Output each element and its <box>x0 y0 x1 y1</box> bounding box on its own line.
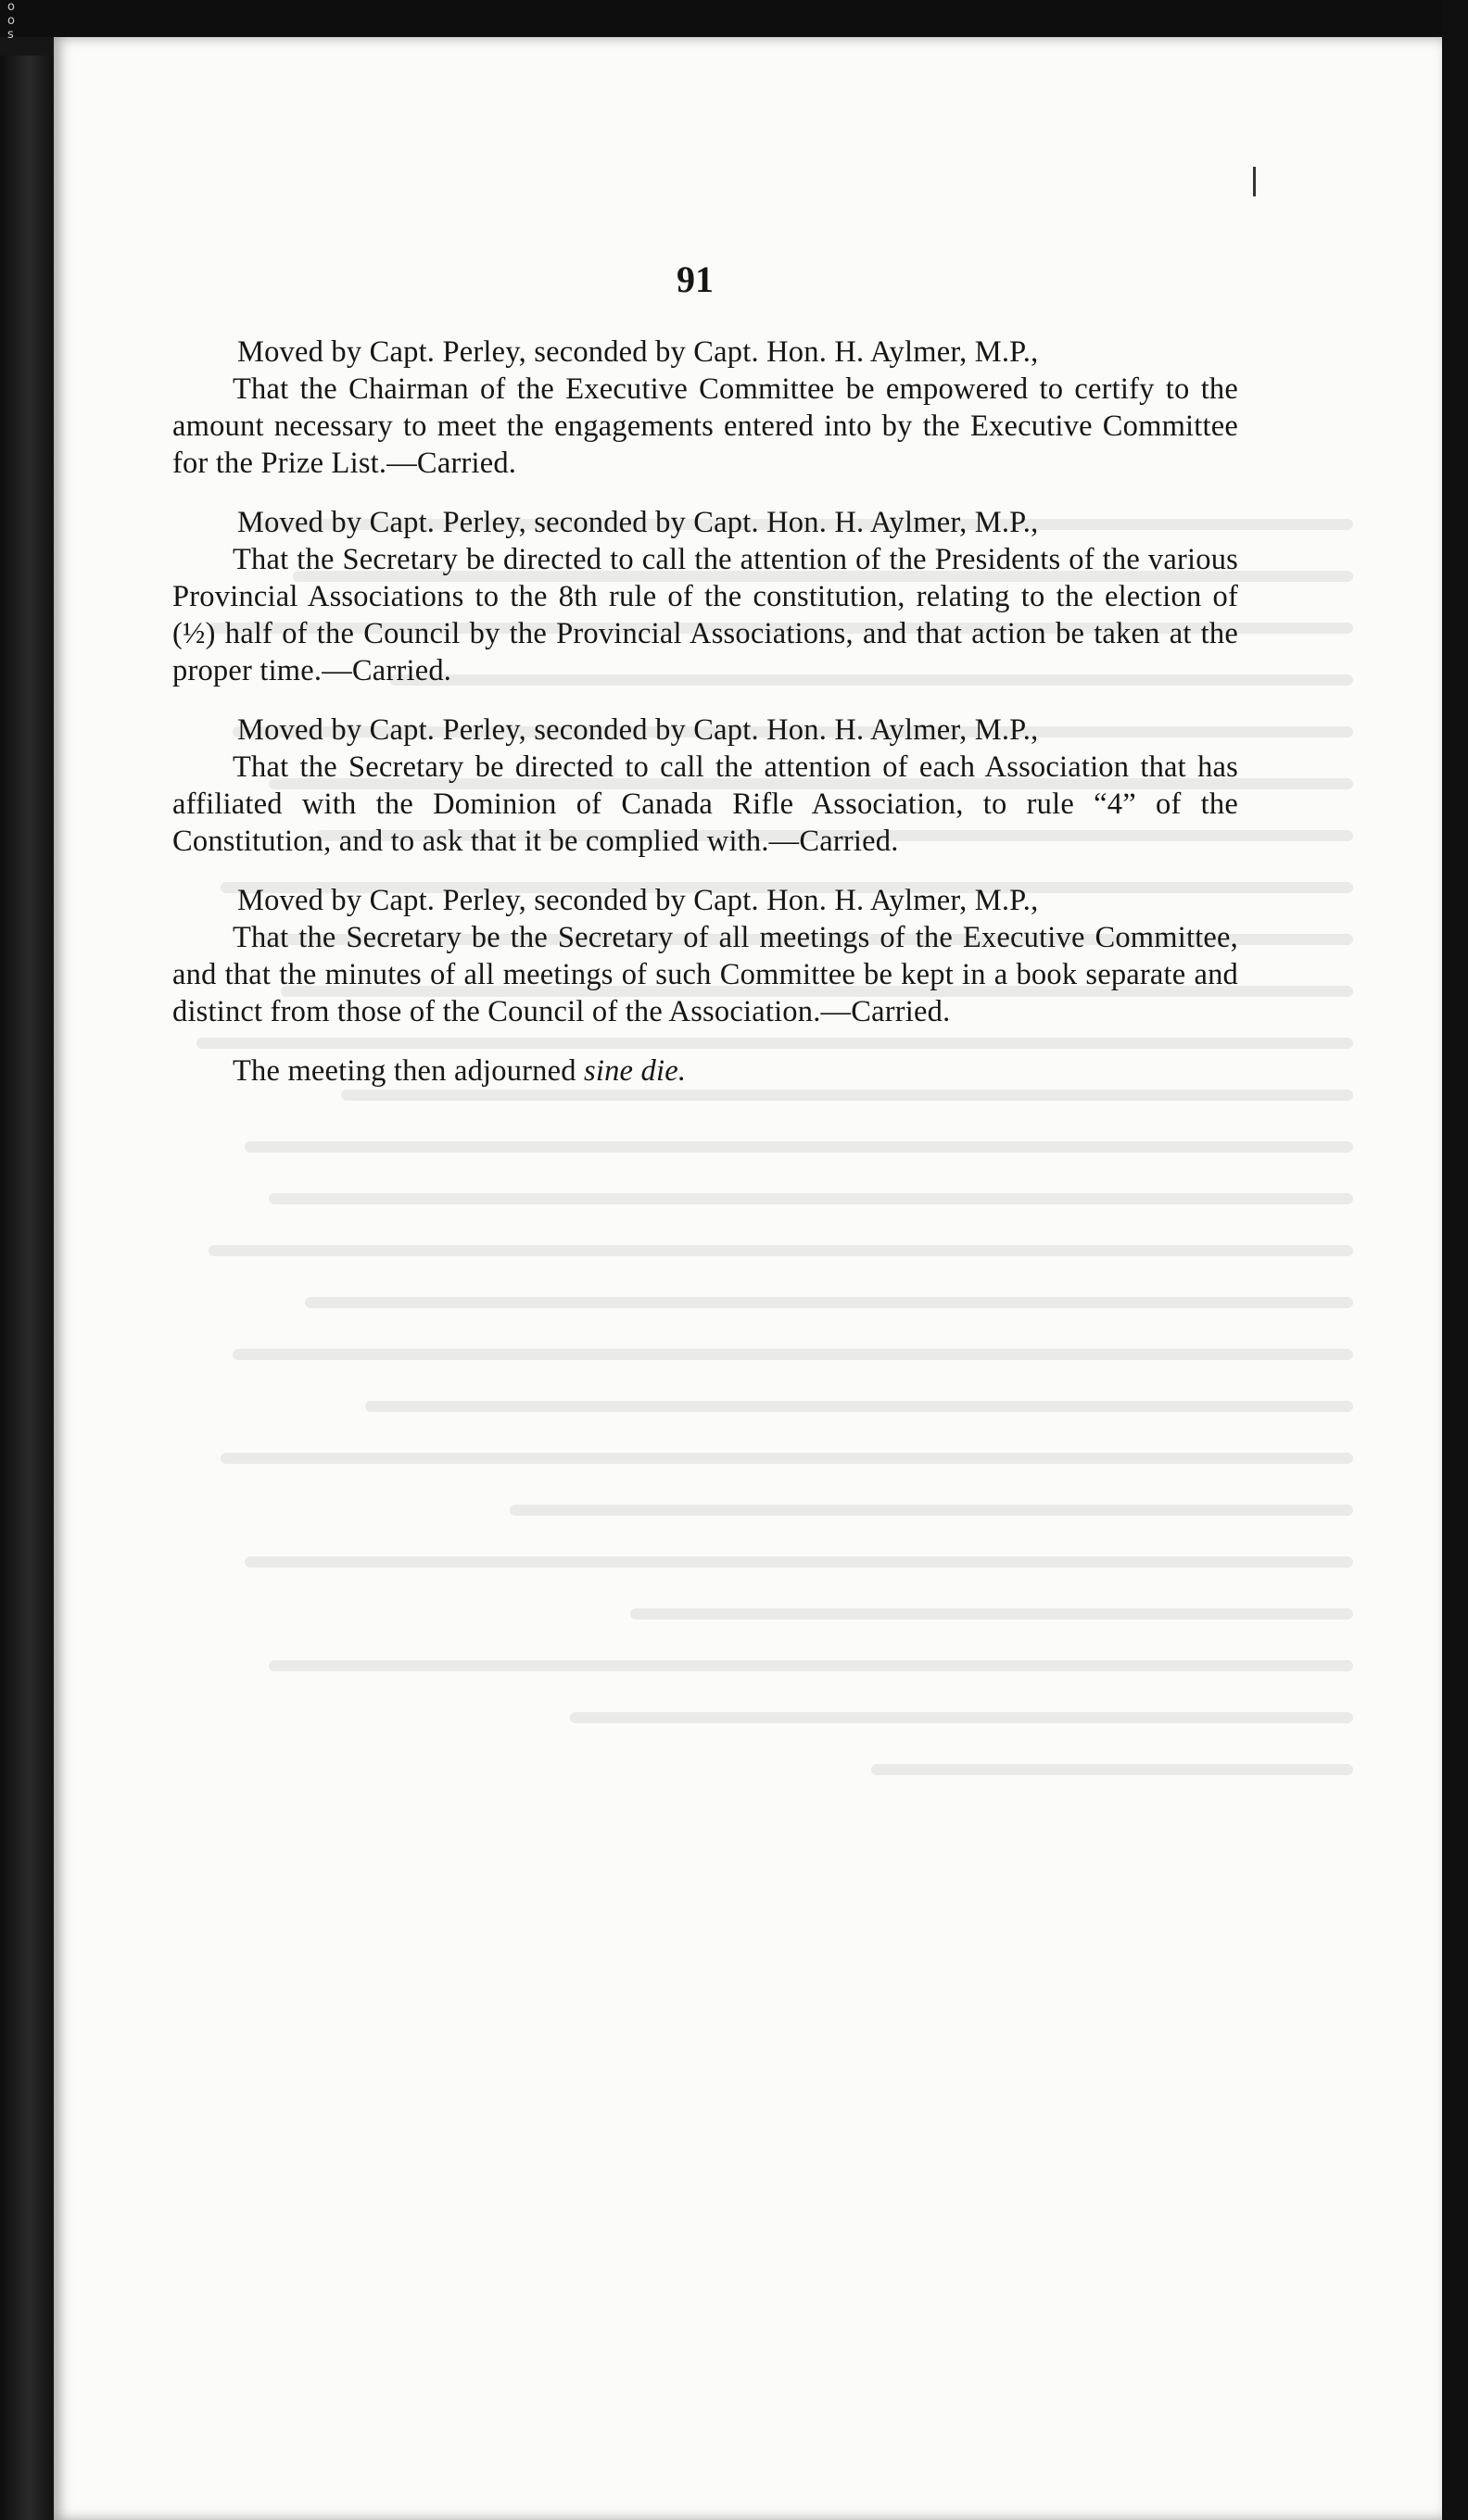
motion-block <box>172 334 1238 482</box>
motion-resolution: That the Secretary be the Secretary of all meetings of the Executive Committee, and that the minutes of all meetings of such Committee be kept in a book separate and distinct from those of the Council of the Association.—Carried. <box>172 921 1238 1028</box>
motion-mover: Moved by Capt. Perley, seconded by Capt. Hon. H. Aylmer, M.P., <box>237 335 1039 369</box>
motion-block <box>172 882 1238 1030</box>
margin-mark: s <box>7 28 14 42</box>
margin-mark: o <box>7 0 15 14</box>
motion-mover: Moved by Capt. Perley, seconded by Capt. Hon. H. Aylmer, M.P., <box>237 884 1039 917</box>
motion-block <box>172 504 1238 689</box>
minutes-text <box>172 250 1238 1090</box>
adjournment-text: The meeting then adjourned <box>233 1054 585 1088</box>
motion-resolution: That the Secretary be directed to call the attention of the Presidents of the various Provincial Associations to the 8th rule of the constitution, relating to the election of (½) half of the Council by the Provincial Associations, and that action be taken at the proper time.—Carried. <box>172 543 1238 687</box>
motion-resolution: That the Chairman of the Executive Committee be empowered to certify to the amount necessary to meet the engagements entered into by the Executive Committee for the Prize List.—Carried. <box>172 372 1238 480</box>
right-scan-border <box>1442 0 1468 2520</box>
motion-mover: Moved by Capt. Perley, seconded by Capt. Hon. H. Aylmer, M.P., <box>237 713 1039 747</box>
motion-block <box>172 712 1238 860</box>
margin-marks <box>7 0 15 42</box>
adjournment-latin: sine die. <box>584 1054 687 1088</box>
motion-mover: Moved by Capt. Perley, seconded by Capt. Hon. H. Aylmer, M.P., <box>237 506 1039 539</box>
adjournment-line <box>172 1052 1238 1090</box>
margin-mark: o <box>7 14 15 28</box>
ink-mark <box>1253 167 1256 196</box>
top-scan-border <box>0 0 1468 37</box>
motion-resolution: That the Secretary be directed to call the attention of each Association that has affiliated with the Dominion of Canada Rifle Association, to rule “4” of the Constitution, and to ask that it be complied with.—Carried. <box>172 750 1238 858</box>
page-number: 91 <box>677 258 714 300</box>
book-gutter <box>0 56 54 2520</box>
